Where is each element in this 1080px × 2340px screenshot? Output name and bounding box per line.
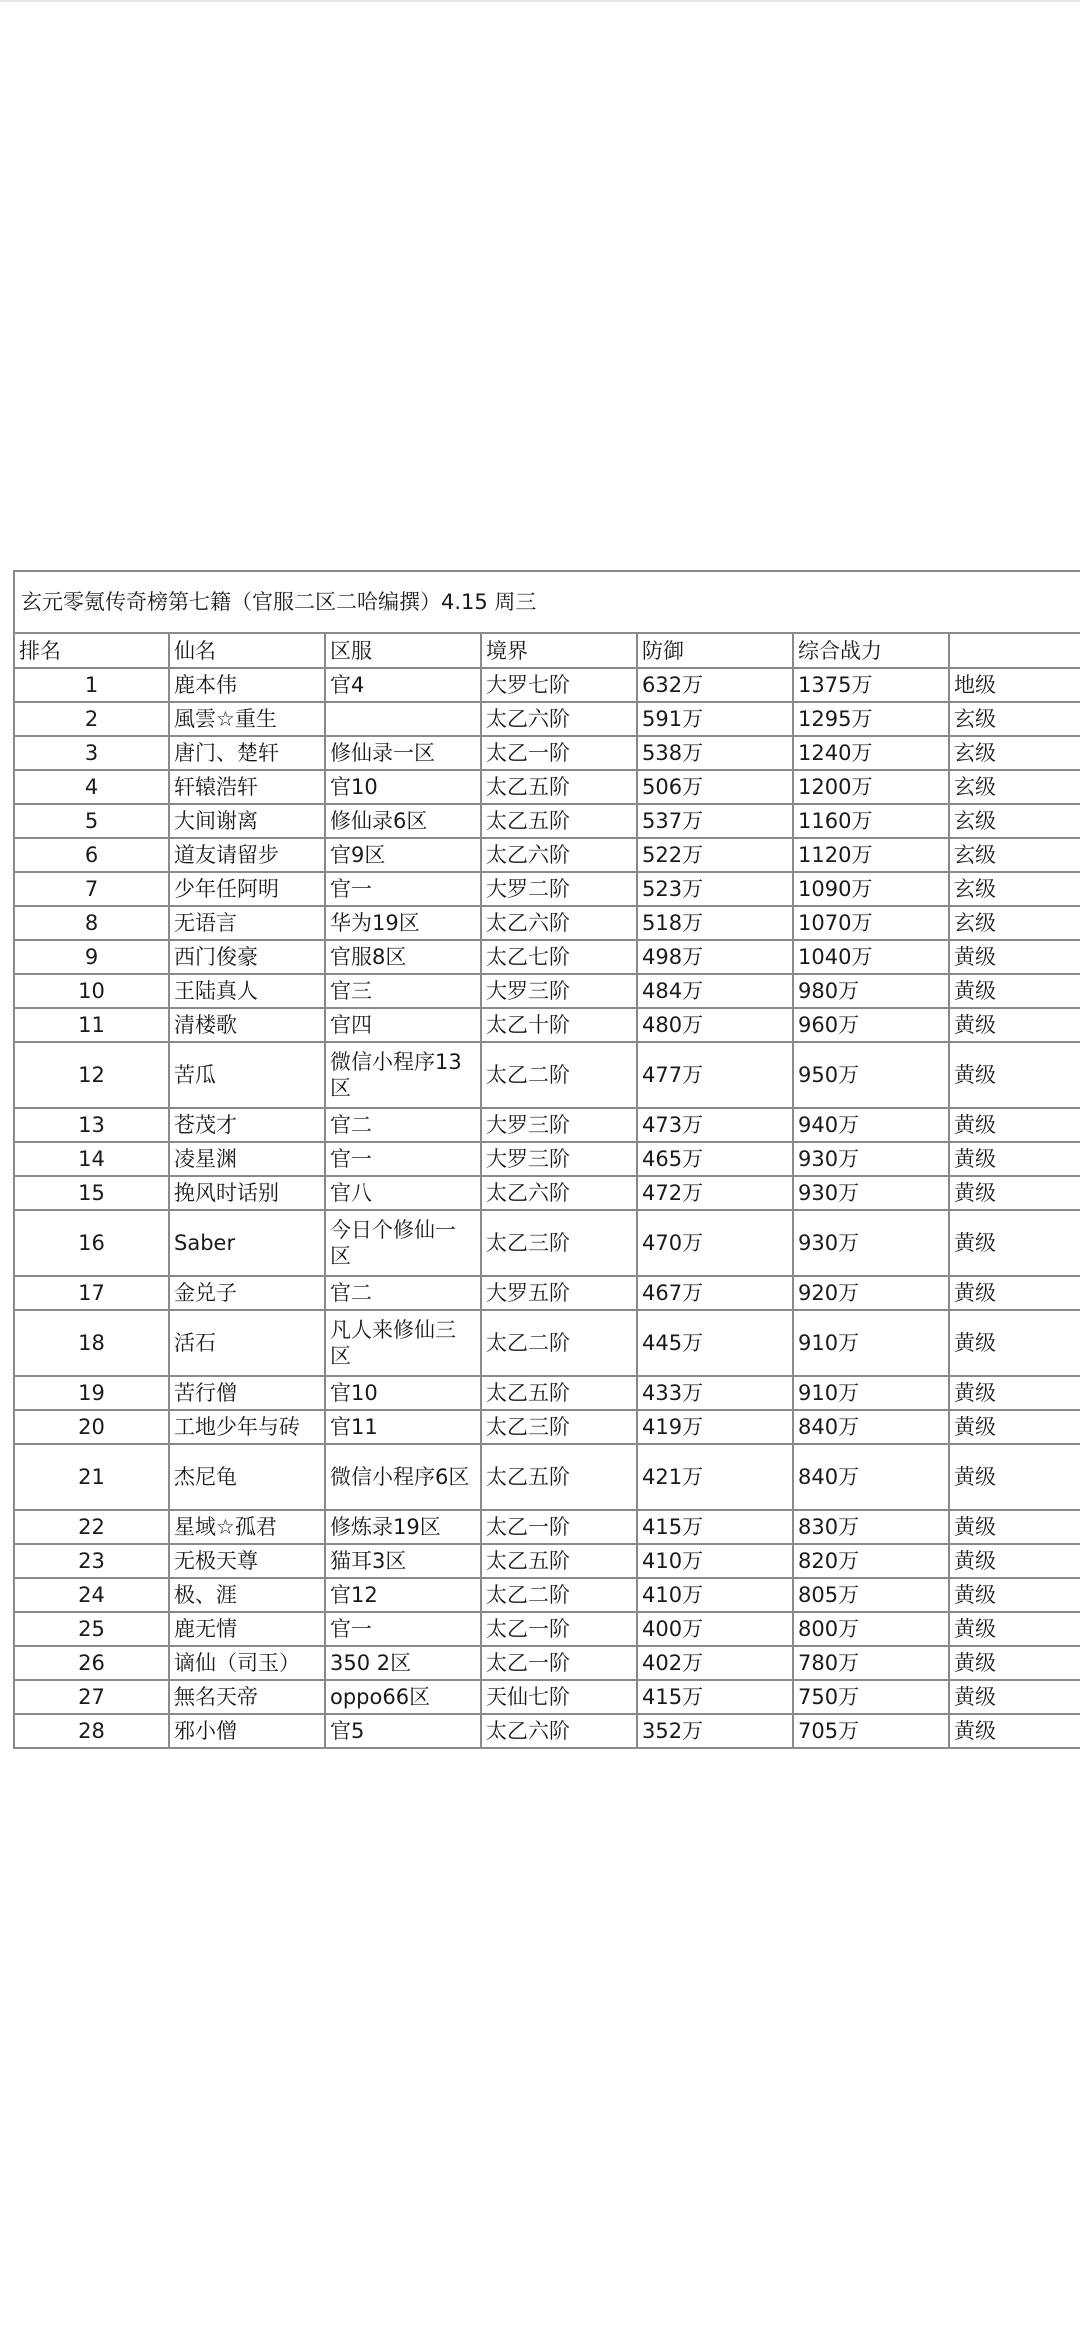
top-divider xyxy=(0,0,1080,2)
power-cell: 910万 xyxy=(793,1310,949,1376)
name-cell: 邪小僧 xyxy=(169,1714,325,1748)
server-cell: 官八 xyxy=(325,1176,481,1210)
power-cell: 1375万 xyxy=(793,668,949,702)
defense-cell: 523万 xyxy=(637,872,793,906)
name-cell: 大间谢离 xyxy=(169,804,325,838)
realm-cell: 大罗五阶 xyxy=(481,1276,637,1310)
server-cell: 修炼录19区 xyxy=(325,1510,481,1544)
realm-cell: 太乙六阶 xyxy=(481,838,637,872)
table-row xyxy=(14,1612,1080,1646)
realm-cell: 大罗七阶 xyxy=(481,668,637,702)
defense-cell: 410万 xyxy=(637,1578,793,1612)
table-row xyxy=(14,974,1080,1008)
power-cell: 840万 xyxy=(793,1410,949,1444)
server-cell: 官10 xyxy=(325,770,481,804)
name-cell: 星域☆孤君 xyxy=(169,1510,325,1544)
table-row xyxy=(14,1176,1080,1210)
table-row xyxy=(14,736,1080,770)
power-cell: 920万 xyxy=(793,1276,949,1310)
power-cell: 980万 xyxy=(793,974,949,1008)
name-cell: 清楼歌 xyxy=(169,1008,325,1042)
name-cell: 唐门、楚轩 xyxy=(169,736,325,770)
defense-cell: 537万 xyxy=(637,804,793,838)
name-cell: 无语言 xyxy=(169,906,325,940)
grade-cell: 黄级 xyxy=(949,1142,1080,1176)
rank-cell: 28 xyxy=(14,1714,169,1748)
name-cell: 苍茂才 xyxy=(169,1108,325,1142)
power-cell: 1240万 xyxy=(793,736,949,770)
grade-cell: 玄级 xyxy=(949,702,1080,736)
name-cell: 轩辕浩轩 xyxy=(169,770,325,804)
header-name: 仙名 xyxy=(169,633,325,668)
defense-cell: 480万 xyxy=(637,1008,793,1042)
defense-cell: 506万 xyxy=(637,770,793,804)
rank-cell: 6 xyxy=(14,838,169,872)
server-cell: 修仙录一区 xyxy=(325,736,481,770)
power-cell: 1160万 xyxy=(793,804,949,838)
grade-cell: 黄级 xyxy=(949,1276,1080,1310)
power-cell: 1070万 xyxy=(793,906,949,940)
table-row xyxy=(14,1276,1080,1310)
power-cell: 960万 xyxy=(793,1008,949,1042)
defense-cell: 400万 xyxy=(637,1612,793,1646)
defense-cell: 477万 xyxy=(637,1042,793,1108)
realm-cell: 太乙一阶 xyxy=(481,1646,637,1680)
rank-cell: 22 xyxy=(14,1510,169,1544)
grade-cell: 玄级 xyxy=(949,736,1080,770)
server-cell: 官一 xyxy=(325,1142,481,1176)
server-cell: 微信小程序13区 xyxy=(325,1042,481,1108)
name-cell: 西门俊豪 xyxy=(169,940,325,974)
name-cell: 金兑子 xyxy=(169,1276,325,1310)
grade-cell: 玄级 xyxy=(949,906,1080,940)
rank-cell: 27 xyxy=(14,1680,169,1714)
defense-cell: 421万 xyxy=(637,1444,793,1510)
server-cell: 官一 xyxy=(325,872,481,906)
server-cell: 官9区 xyxy=(325,838,481,872)
server-cell: oppo66区 xyxy=(325,1680,481,1714)
grade-cell: 黄级 xyxy=(949,1376,1080,1410)
realm-cell: 太乙二阶 xyxy=(481,1310,637,1376)
power-cell: 950万 xyxy=(793,1042,949,1108)
grade-cell: 玄级 xyxy=(949,804,1080,838)
server-cell: 微信小程序6区 xyxy=(325,1444,481,1510)
server-cell: 官二 xyxy=(325,1276,481,1310)
defense-cell: 632万 xyxy=(637,668,793,702)
power-cell: 805万 xyxy=(793,1578,949,1612)
table-title-row xyxy=(14,571,1080,633)
realm-cell: 太乙二阶 xyxy=(481,1578,637,1612)
realm-cell: 太乙一阶 xyxy=(481,736,637,770)
ranking-table xyxy=(13,570,1080,1749)
rank-cell: 20 xyxy=(14,1410,169,1444)
power-cell: 1090万 xyxy=(793,872,949,906)
rank-cell: 4 xyxy=(14,770,169,804)
grade-cell: 黄级 xyxy=(949,974,1080,1008)
grade-cell: 黄级 xyxy=(949,1444,1080,1510)
server-cell: 官四 xyxy=(325,1008,481,1042)
power-cell: 930万 xyxy=(793,1142,949,1176)
name-cell: 少年任阿明 xyxy=(169,872,325,906)
grade-cell: 黄级 xyxy=(949,1714,1080,1748)
table-row xyxy=(14,838,1080,872)
table-row xyxy=(14,1510,1080,1544)
name-cell: 苦行僧 xyxy=(169,1376,325,1410)
realm-cell: 太乙十阶 xyxy=(481,1008,637,1042)
rank-cell: 8 xyxy=(14,906,169,940)
grade-cell: 黄级 xyxy=(949,1680,1080,1714)
name-cell: Saber xyxy=(169,1210,325,1276)
header-rank: 排名 xyxy=(14,633,169,668)
rank-cell: 21 xyxy=(14,1444,169,1510)
realm-cell: 天仙七阶 xyxy=(481,1680,637,1714)
defense-cell: 472万 xyxy=(637,1176,793,1210)
realm-cell: 太乙六阶 xyxy=(481,1176,637,1210)
rank-cell: 5 xyxy=(14,804,169,838)
power-cell: 705万 xyxy=(793,1714,949,1748)
name-cell: 鹿无情 xyxy=(169,1612,325,1646)
grade-cell: 黄级 xyxy=(949,1008,1080,1042)
header-power: 综合战力 xyxy=(793,633,949,668)
defense-cell: 467万 xyxy=(637,1276,793,1310)
grade-cell: 黄级 xyxy=(949,1042,1080,1108)
name-cell: 无极天尊 xyxy=(169,1544,325,1578)
realm-cell: 太乙三阶 xyxy=(481,1210,637,1276)
table-row xyxy=(14,1108,1080,1142)
rank-cell: 1 xyxy=(14,668,169,702)
defense-cell: 445万 xyxy=(637,1310,793,1376)
rank-cell: 26 xyxy=(14,1646,169,1680)
defense-cell: 465万 xyxy=(637,1142,793,1176)
defense-cell: 538万 xyxy=(637,736,793,770)
table-row xyxy=(14,1646,1080,1680)
grade-cell: 黄级 xyxy=(949,1176,1080,1210)
name-cell: 凌星渊 xyxy=(169,1142,325,1176)
server-cell: 350 2区 xyxy=(325,1646,481,1680)
grade-cell: 黄级 xyxy=(949,1108,1080,1142)
name-cell: 挽风时话别 xyxy=(169,1176,325,1210)
header-server: 区服 xyxy=(325,633,481,668)
realm-cell: 大罗二阶 xyxy=(481,872,637,906)
table-row xyxy=(14,1210,1080,1276)
grade-cell: 黄级 xyxy=(949,1578,1080,1612)
rank-cell: 25 xyxy=(14,1612,169,1646)
rank-cell: 11 xyxy=(14,1008,169,1042)
table-row xyxy=(14,1578,1080,1612)
rank-cell: 7 xyxy=(14,872,169,906)
realm-cell: 太乙一阶 xyxy=(481,1510,637,1544)
grade-cell: 黄级 xyxy=(949,1410,1080,1444)
realm-cell: 太乙五阶 xyxy=(481,1444,637,1510)
rank-cell: 24 xyxy=(14,1578,169,1612)
table-row xyxy=(14,1544,1080,1578)
power-cell: 930万 xyxy=(793,1210,949,1276)
grade-cell: 玄级 xyxy=(949,872,1080,906)
server-cell: 官11 xyxy=(325,1410,481,1444)
power-cell: 1295万 xyxy=(793,702,949,736)
table-row xyxy=(14,1410,1080,1444)
grade-cell: 黄级 xyxy=(949,1210,1080,1276)
server-cell: 官5 xyxy=(325,1714,481,1748)
table-row xyxy=(14,940,1080,974)
table-row xyxy=(14,804,1080,838)
server-cell: 华为19区 xyxy=(325,906,481,940)
name-cell: 谪仙（司玉） xyxy=(169,1646,325,1680)
grade-cell: 黄级 xyxy=(949,1646,1080,1680)
rank-cell: 13 xyxy=(14,1108,169,1142)
realm-cell: 大罗三阶 xyxy=(481,974,637,1008)
power-cell: 1200万 xyxy=(793,770,949,804)
power-cell: 910万 xyxy=(793,1376,949,1410)
server-cell: 修仙录6区 xyxy=(325,804,481,838)
table-row xyxy=(14,1310,1080,1376)
grade-cell: 玄级 xyxy=(949,838,1080,872)
table-row xyxy=(14,1376,1080,1410)
defense-cell: 473万 xyxy=(637,1108,793,1142)
table-row xyxy=(14,702,1080,736)
power-cell: 1120万 xyxy=(793,838,949,872)
realm-cell: 太乙六阶 xyxy=(481,702,637,736)
table-row xyxy=(14,668,1080,702)
defense-cell: 352万 xyxy=(637,1714,793,1748)
defense-cell: 433万 xyxy=(637,1376,793,1410)
table-row xyxy=(14,770,1080,804)
realm-cell: 太乙五阶 xyxy=(481,804,637,838)
server-cell: 官一 xyxy=(325,1612,481,1646)
power-cell: 940万 xyxy=(793,1108,949,1142)
rank-cell: 17 xyxy=(14,1276,169,1310)
grade-cell: 黄级 xyxy=(949,1510,1080,1544)
defense-cell: 518万 xyxy=(637,906,793,940)
header-grade xyxy=(949,633,1080,668)
defense-cell: 522万 xyxy=(637,838,793,872)
power-cell: 750万 xyxy=(793,1680,949,1714)
grade-cell: 黄级 xyxy=(949,1612,1080,1646)
defense-cell: 591万 xyxy=(637,702,793,736)
realm-cell: 太乙六阶 xyxy=(481,1714,637,1748)
name-cell: 無名天帝 xyxy=(169,1680,325,1714)
table-row xyxy=(14,1680,1080,1714)
defense-cell: 410万 xyxy=(637,1544,793,1578)
table-row xyxy=(14,1714,1080,1748)
realm-cell: 太乙六阶 xyxy=(481,906,637,940)
table-row xyxy=(14,1008,1080,1042)
rank-cell: 19 xyxy=(14,1376,169,1410)
defense-cell: 415万 xyxy=(637,1680,793,1714)
table-title: 玄元零氪传奇榜第七籍（官服二区二哈编撰）4.15 周三 xyxy=(14,571,1080,633)
power-cell: 820万 xyxy=(793,1544,949,1578)
realm-cell: 太乙五阶 xyxy=(481,1544,637,1578)
defense-cell: 415万 xyxy=(637,1510,793,1544)
rank-cell: 10 xyxy=(14,974,169,1008)
server-cell xyxy=(325,702,481,736)
table-header-row xyxy=(14,633,1080,668)
server-cell: 今日个修仙一区 xyxy=(325,1210,481,1276)
server-cell: 凡人来修仙三区 xyxy=(325,1310,481,1376)
defense-cell: 498万 xyxy=(637,940,793,974)
table-row xyxy=(14,1042,1080,1108)
server-cell: 官12 xyxy=(325,1578,481,1612)
server-cell: 官服8区 xyxy=(325,940,481,974)
server-cell: 官10 xyxy=(325,1376,481,1410)
realm-cell: 太乙五阶 xyxy=(481,770,637,804)
rank-cell: 3 xyxy=(14,736,169,770)
rank-cell: 15 xyxy=(14,1176,169,1210)
power-cell: 1040万 xyxy=(793,940,949,974)
realm-cell: 大罗三阶 xyxy=(481,1142,637,1176)
rank-cell: 12 xyxy=(14,1042,169,1108)
name-cell: 杰尼龟 xyxy=(169,1444,325,1510)
realm-cell: 太乙五阶 xyxy=(481,1376,637,1410)
defense-cell: 484万 xyxy=(637,974,793,1008)
name-cell: 苦瓜 xyxy=(169,1042,325,1108)
name-cell: 极、涯 xyxy=(169,1578,325,1612)
table-row xyxy=(14,906,1080,940)
rank-cell: 9 xyxy=(14,940,169,974)
grade-cell: 地级 xyxy=(949,668,1080,702)
defense-cell: 419万 xyxy=(637,1410,793,1444)
power-cell: 830万 xyxy=(793,1510,949,1544)
rank-cell: 18 xyxy=(14,1310,169,1376)
header-realm: 境界 xyxy=(481,633,637,668)
server-cell: 官4 xyxy=(325,668,481,702)
realm-cell: 太乙七阶 xyxy=(481,940,637,974)
rank-cell: 23 xyxy=(14,1544,169,1578)
realm-cell: 太乙一阶 xyxy=(481,1612,637,1646)
name-cell: 鹿本伟 xyxy=(169,668,325,702)
grade-cell: 黄级 xyxy=(949,1310,1080,1376)
realm-cell: 太乙三阶 xyxy=(481,1410,637,1444)
table-row xyxy=(14,1142,1080,1176)
table-row xyxy=(14,872,1080,906)
power-cell: 930万 xyxy=(793,1176,949,1210)
name-cell: 風雲☆重生 xyxy=(169,702,325,736)
realm-cell: 太乙二阶 xyxy=(481,1042,637,1108)
name-cell: 工地少年与砖 xyxy=(169,1410,325,1444)
name-cell: 活石 xyxy=(169,1310,325,1376)
grade-cell: 玄级 xyxy=(949,770,1080,804)
realm-cell: 大罗三阶 xyxy=(481,1108,637,1142)
server-cell: 官二 xyxy=(325,1108,481,1142)
rank-cell: 14 xyxy=(14,1142,169,1176)
server-cell: 官三 xyxy=(325,974,481,1008)
grade-cell: 黄级 xyxy=(949,1544,1080,1578)
defense-cell: 470万 xyxy=(637,1210,793,1276)
name-cell: 道友请留步 xyxy=(169,838,325,872)
grade-cell: 黄级 xyxy=(949,940,1080,974)
table-row xyxy=(14,1444,1080,1510)
rank-cell: 16 xyxy=(14,1210,169,1276)
power-cell: 780万 xyxy=(793,1646,949,1680)
defense-cell: 402万 xyxy=(637,1646,793,1680)
power-cell: 800万 xyxy=(793,1612,949,1646)
server-cell: 猫耳3区 xyxy=(325,1544,481,1578)
ranking-sheet xyxy=(13,570,1080,1749)
header-defense: 防御 xyxy=(637,633,793,668)
power-cell: 840万 xyxy=(793,1444,949,1510)
name-cell: 王陆真人 xyxy=(169,974,325,1008)
rank-cell: 2 xyxy=(14,702,169,736)
